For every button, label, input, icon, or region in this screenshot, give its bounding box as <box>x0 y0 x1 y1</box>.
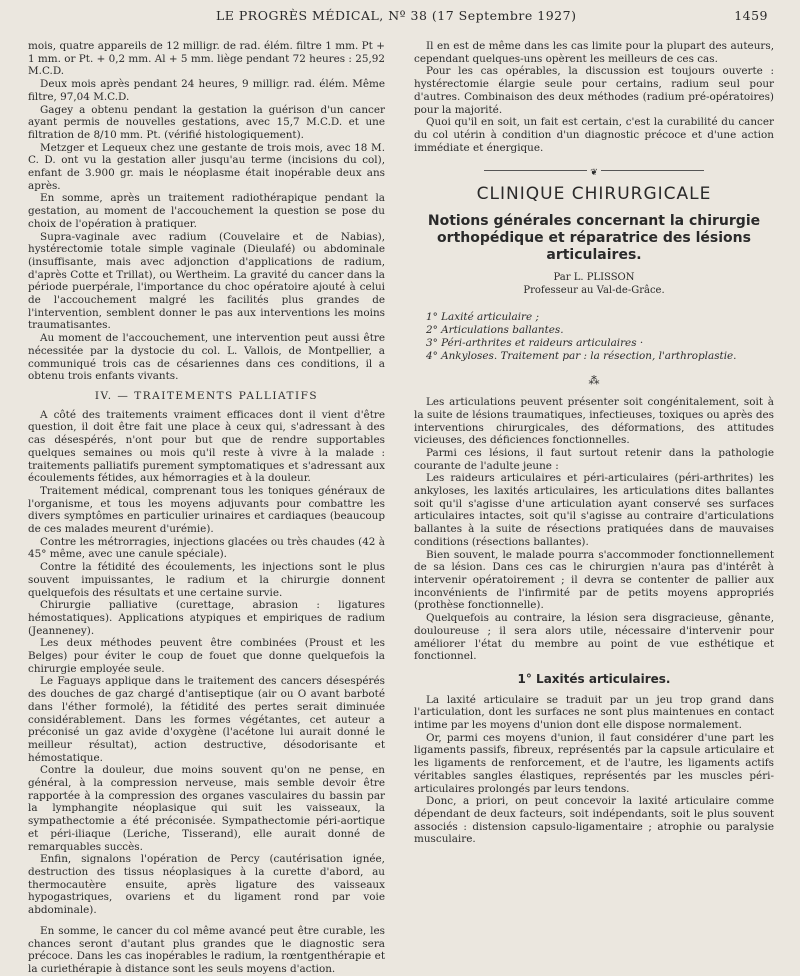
paragraph: mois, quatre appareils de 12 milligr. de rad. élém. filtre 1 mm. Pt + 1 mm. or Pt. + 0,2 mm. Al + 5 mm. liège pendant 72 heures : 25,92 M.C.D. <box>28 40 385 78</box>
paragraph: Bien souvent, le malade pourra s'accommoder fonctionnellement de sa lésion. Dans ces cas le chirurgien n'aura pas d'intérêt à intervenir opératoirement ; il devra se contenter de pallier aux inconvénients de l'infirmité par de petits moyens appropriés (prothèse fonctionnelle). <box>414 548 774 612</box>
paragraph: Il en est de même dans les cas limite pour la plupart des auteurs, cependant quelques-uns opèrent les meilleurs de ces cas. <box>414 40 774 65</box>
outline-item: 2° Articulations ballantes. <box>426 324 564 337</box>
article-title: Notions générales concernant la chirurgie orthopédique et réparatrice des lésions articulaires. <box>427 213 761 264</box>
section-title: CLINIQUE CHIRURGICALE <box>476 184 712 205</box>
paragraph: Enfin, signalons l'opération de Percy (cautérisation ignée, destruction des tissus néoplasiques à la curette d'abord, au thermocautère ensuite, après ligature des vaisseaux hypogastriques, ovariens et du ligament rond par voie abdominale). <box>28 853 385 917</box>
author-affiliation: Professeur au Val-de-Grâce. <box>523 284 665 296</box>
journal-title: LE PROGRÈS MÉDICAL, Nº 38 (17 Septembre 1927) <box>216 8 577 23</box>
right-column <box>414 40 774 846</box>
paragraph: Gagey a obtenu pendant la gestation la guérison d'un cancer ayant permis de nouvelles gestations, avec 15,7 M.C.D. et une filtration de 8/10 mm. Pt. (vérifié histologiquement). <box>28 103 385 141</box>
left-column <box>28 40 385 976</box>
paragraph: Donc, a priori, on peut concevoir la laxité articulaire comme dépendant de deux facteurs, soit indépendants, soit le plus souvent associés : distension capsulo-ligamentaire ; atrophie ou paralysie musculaire. <box>414 795 774 846</box>
paragraph: Le Faguays applique dans le traitement des cancers désespérés des douches de gaz chargé d'antiseptique (air ou O avant barboté dans l'éther formolé), la fétidité des pertes serait diminuée considérablement. Dans les formes végétantes, cet auteur a préconisé un gaz avide d'oxygène (l'acétone lui aurait donné le meilleur résultat), action destructive, désodorisante et hémostatique. <box>28 675 385 764</box>
running-header <box>26 6 776 26</box>
ornament-glyph: ❦ <box>587 168 601 178</box>
paragraph: Traitement médical, comprenant tous les toniques généraux de l'organisme, et tous les moyens adjuvants pour combattre les divers symptômes en particulier urinaires et cardiaques (beaucoup de ces malades meurent d'urémie). <box>28 484 385 536</box>
paragraph: En somme, le cancer du col même avancé peut être curable, les chances seront d'autant plus grandes que le diagnostic sera précoce. Dans les cas inopérables le radium, la rœntgenthérapie et la curiethérapie à distance sont les seuls moyens d'action. <box>28 924 385 975</box>
outline-item: 4° Ankyloses. Traitement par : la résection, l'arthroplastie. <box>426 350 737 363</box>
paragraph: Contre les métrorragies, injections glacées ou très chaudes (42 à 45° même, avec une canule spéciale). <box>28 535 385 561</box>
paragraph: Au moment de l'accouchement, une intervention peut aussi être nécessitée par la dystocie du col. L. Vallois, de Montpellier, a communiqué trois cas de césariennes dans ces conditions, il a obtenu trois enfants vivants. <box>28 332 385 383</box>
subsection-heading: 1° Laxités articulaires. <box>517 671 671 686</box>
paragraph: Or, parmi ces moyens d'union, il faut considérer d'une part les ligaments passifs, fibreux, représentés par la capsule articulaire et les ligaments de renforcement, et de l'autre, les ligaments actifs véritables sangles élastiques, représentés par les muscles péri-articulaires prolongés par leurs tendons. <box>414 731 774 795</box>
paragraph: A côté des traitements vraiment efficaces dont il vient d'être question, il doit être fait une place à ceux qui, s'adressant à des cas désespérés, n'ont pour but que de rendre supportables quelques semaines ou mois qu'il reste à vivre à la malade : traitements palliatifs purement symptomatiques et s'adressant aux écoulements fétides, aux hémorragies et à la douleur. <box>28 408 385 485</box>
ornamental-separator <box>414 166 774 179</box>
paragraph: Chirurgie palliative (curettage, abrasion : ligatures hémostatiques). Applications atypiques et empiriques de radium (Jeanneney). <box>28 599 385 637</box>
paragraph: La laxité articulaire se traduit par un jeu trop grand dans l'articulation, dont les surfaces ne sont plus maintenues en contact intime par les moyens d'union dont elle dispose normalement. <box>414 693 774 732</box>
paragraph: Deux mois après pendant 24 heures, 9 milligr. rad. élém. Même filtre, 97,04 M.C.D. <box>28 78 385 103</box>
section-heading: IV. — TRAITEMENTS PALLIATIFS <box>94 389 319 402</box>
paragraph: Quoi qu'il en soit, un fait est certain, c'est la curabilité du cancer du col utérin à condition d'un diagnostic précoce et d'une action immédiate et énergique. <box>414 116 774 154</box>
paragraph: Les raideurs articulaires et péri-articulaires (péri-arthrites) les ankyloses, les laxités articulaires, les articulations dites ballantes soit qu'il s'agisse d'une articulation ayant conservé ses surfaces articulaires intactes, soit qu'il s'agisse au contraire d'articulations ballantes à la suite de résections pratiquées dans de mauvaises conditions (résections ballantes). <box>414 472 774 548</box>
paragraph: Metzger et Lequeux chez une gestante de trois mois, avec 18 M. C. D. ont vu la gestation aller jusqu'au terme (incisions du col), enfant de 3.900 gr. mais le néoplasme était inopérable deux ans après. <box>28 141 385 192</box>
outline-item: 3° Péri-arthrites et raideurs articulaires · <box>426 337 644 350</box>
outline-item: 1° Laxité articulaire ; <box>426 311 539 324</box>
author-byline: Par L. PLISSON <box>553 272 635 284</box>
page-number: 1459 <box>734 8 768 23</box>
paragraph: Supra-vaginale avec radium (Couvelaire et de Nabias), hystérectomie totale simple vaginale (Dieulafé) ou abdominale (insuffisante, mais avec adjonction d'applications de radium, d'après Cotte et Trillat), ou Wertheim. La gravité du cancer dans la période puerpérale, l'importance du choc opératoire ajouté à celui de l'accouchement malgré les facilités plus grandes de l'intervention, semblent donner le pas aux interventions les moins traumatisantes. <box>28 230 385 332</box>
paragraph: Quelquefois au contraire, la lésion sera disgracieuse, gênante, douloureuse ; il sera alors utile, nécessaire d'intervenir pour améliorer l'état du membre au point de vue esthétique et fonctionnel. <box>414 612 774 663</box>
paragraph: Parmi ces lésions, il faut surtout retenir dans la pathologie courante de l'adulte jeune : <box>414 446 774 472</box>
paragraph: Les deux méthodes peuvent être combinées (Proust et les Belges) pour éviter le coup de fouet que donne quelquefois la chirurgie employée seule. <box>28 637 385 675</box>
paragraph: Pour les cas opérables, la discussion est toujours ouverte : hystérectomie élargie seule pour certains, radium seul pour d'autres. Combinaison des deux méthodes (radium pré-opératoires) pour la majorité. <box>414 65 774 116</box>
paragraph: Contre la douleur, due moins souvent qu'on ne pense, en général, à la compression nerveuse, mais semble devoir être rapportée à la compression des organes vasculaires du bassin par la lymphangite néoplasique qui suit les vaisseaux, la sympathectomie a été préconisée. Sympathectomie péri-aortique et péri-iliaque (Leriche, Tisserand), elle aurait donné de remarquables succès. <box>28 764 385 853</box>
paragraph: Contre la fétidité des écoulements, les injections sont le plus souvent impuissantes, le radium et la chirurgie donnent quelquefois des résultats et une certaine survie. <box>28 561 385 599</box>
asterism: ⁂ <box>588 374 600 388</box>
outline-list <box>414 311 774 363</box>
paragraph: En somme, après un traitement radiothérapique pendant la gestation, au moment de l'accouchement la question se pose du choix de l'opération à pratiquer. <box>28 192 385 230</box>
paragraph: Les articulations peuvent présenter soit congénitalement, soit à la suite de lésions traumatiques, infectieuses, toxiques ou après des interventions chirurgicales, des déformations, des attitudes vicieuses, des déficiences fonctionnelles. <box>414 396 774 447</box>
